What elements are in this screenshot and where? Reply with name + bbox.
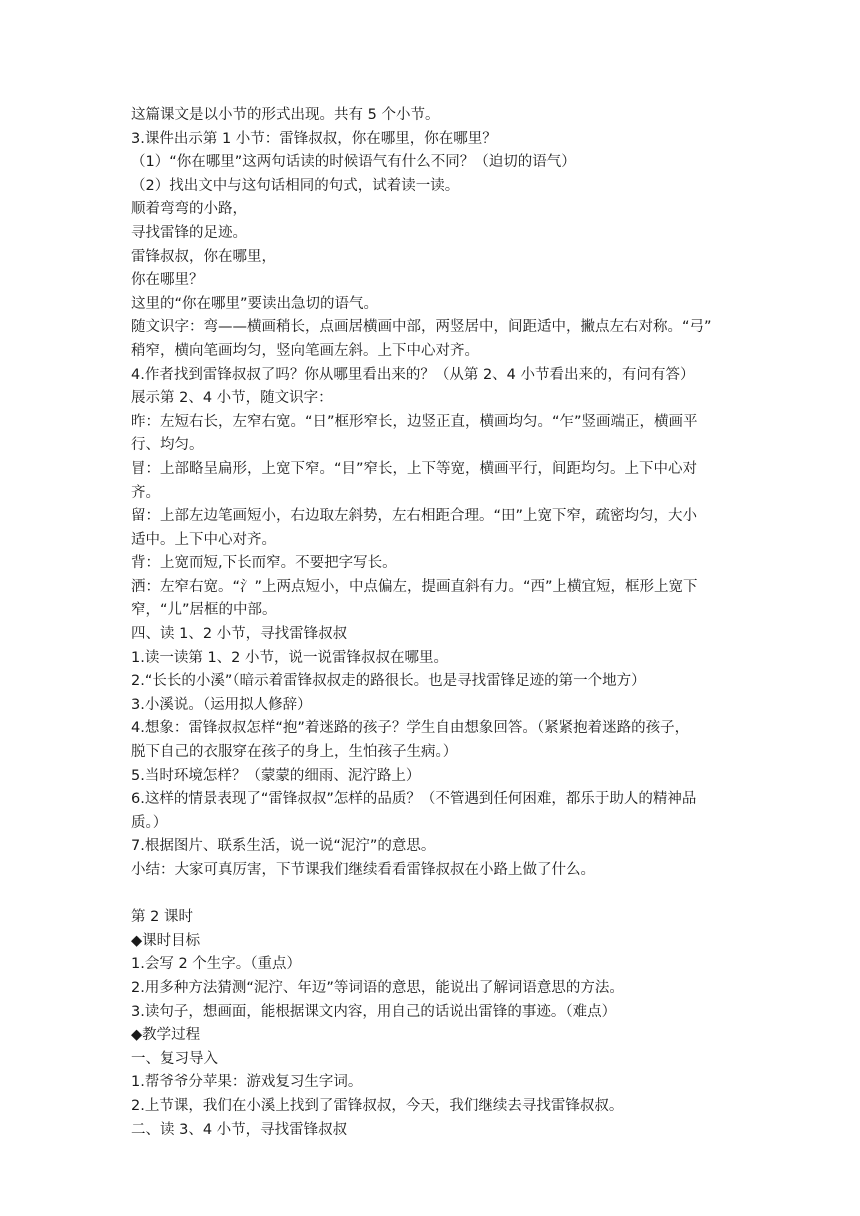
text-line: 背：上宽而短,下长而窄。不要把字写长。: [131, 555, 397, 572]
text-line: 四、读 1、2 小节，寻找雷锋叔叔: [131, 626, 348, 643]
text-line: 小结：大家可真厉害，下节课我们继续看看雷锋叔叔在小路上做了什么。: [131, 862, 595, 878]
text-line: 行、均匀。: [131, 437, 204, 454]
text-line: 6.这样的情景表现了“雷锋叔叔”怎样的品质？（不管遇到任何困难，都乐于助人的精神品: [131, 791, 697, 808]
text-line: 4.想象：雷锋叔叔怎样“抱”着迷路的孩子？学生自由想象回答。（紧紧抱着迷路的孩子，: [131, 720, 690, 737]
text-line: 2.上节课，我们在小溪上找到了雷锋叔叔，今天，我们继续去寻找雷锋叔叔。: [131, 1097, 624, 1114]
document-body: [131, 104, 736, 1142]
text-line: 一、复习导入: [131, 1050, 218, 1067]
text-line: 展示第 2、4 小节，随文识字：: [131, 390, 333, 407]
text-line: 二、读 3、4 小节，寻找雷锋叔叔: [131, 1121, 348, 1138]
text-line: （2）找出文中与这句话相同的句式，试着读一读。: [131, 177, 460, 194]
text-line: 2.“长长的小溪”（暗示着雷锋叔叔走的路很长。也是寻找雷锋足迹的第一个地方）: [131, 673, 646, 690]
text-line: 3.读句子，想画面，能根据课文内容，用自己的话说出雷锋的事迹。（难点）: [131, 1003, 617, 1020]
text-line: 冒：上部略呈扁形，上宽下窄。“目”窄长，上下等宽，横画平行，间距均匀。上下中心对: [131, 460, 698, 477]
text-line: 1.帮爷爷分苹果：游戏复习生字词。: [131, 1074, 363, 1091]
text-line: 洒：左窄右宽。“氵”上两点短小，中点偏左，提画直斜有力。“西”上横宜短，框形上宽下: [131, 578, 698, 595]
text-line: 3.课件出示第 1 小节：雷锋叔叔，你在哪里，你在哪里？: [131, 130, 497, 147]
text-line: 这篇课文是以小节的形式出现。共有 5 个小节。: [131, 107, 440, 123]
text-line: 随文识字：弯——横画稍长，点画居横画中部，两竖居中，间距适中，撇点左右对称。“弓”: [131, 319, 712, 336]
text-line: 雷锋叔叔，你在哪里，: [131, 248, 276, 265]
text-line: 3.小溪说。（运用拟人修辞）: [131, 696, 312, 713]
text-line: 4.作者找到雷锋叔叔了吗？你从哪里看出来的？（从第 2、4 小节看出来的，有问有答）: [131, 366, 695, 383]
text-line: ◆课时目标: [131, 932, 201, 949]
text-line: 窄，“儿”居框的中部。: [131, 602, 277, 619]
text-line: 1.读一读第 1、2 小节，说一说雷锋叔叔在哪里。: [131, 649, 449, 666]
text-line: 留：上部左边笔画短小，右边取左斜势，左右相距合理。“田”上宽下窄，疏密均匀，大小: [131, 508, 698, 525]
text-line: ◆教学过程: [131, 1027, 201, 1044]
blank-line: [131, 883, 736, 907]
text-line: 2.用多种方法猜测“泥泞、年迈”等词语的意思，能说出了解词语意思的方法。: [131, 979, 624, 996]
text-line: （1）“你在哪里”这两句话读的时候语气有什么不同？（迫切的语气）: [131, 154, 576, 171]
text-line: 1.会写 2 个生字。（重点）: [131, 956, 302, 973]
text-line: 昨：左短右长，左窄右宽。“日”框形窄长，边竖正直，横画均匀。“乍”竖画端正，横画平: [131, 413, 698, 430]
text-line: 第 2 课时: [131, 909, 193, 926]
text-line: 脱下自己的衣服穿在孩子的身上，生怕孩子生病。）: [131, 744, 458, 761]
text-line: 你在哪里？: [131, 272, 204, 289]
text-line: 适中。上下中心对齐。: [131, 531, 276, 548]
text-line: 寻找雷锋的足迹。: [131, 224, 247, 241]
text-line: 稍窄，横向笔画均匀，竖向笔画左斜。上下中心对齐。: [131, 342, 479, 359]
text-line: 齐。: [131, 484, 160, 501]
text-line: 这里的“你在哪里”要读出急切的语气。: [131, 295, 379, 312]
text-line: 质。）: [131, 814, 168, 831]
text-line: 5.当时环境怎样？（蒙蒙的细雨、泥泞路上）: [131, 767, 421, 784]
text-line: 顺着弯弯的小路，: [131, 201, 247, 218]
text-line: 7.根据图片、联系生活，说一说“泥泞”的意思。: [131, 838, 436, 855]
